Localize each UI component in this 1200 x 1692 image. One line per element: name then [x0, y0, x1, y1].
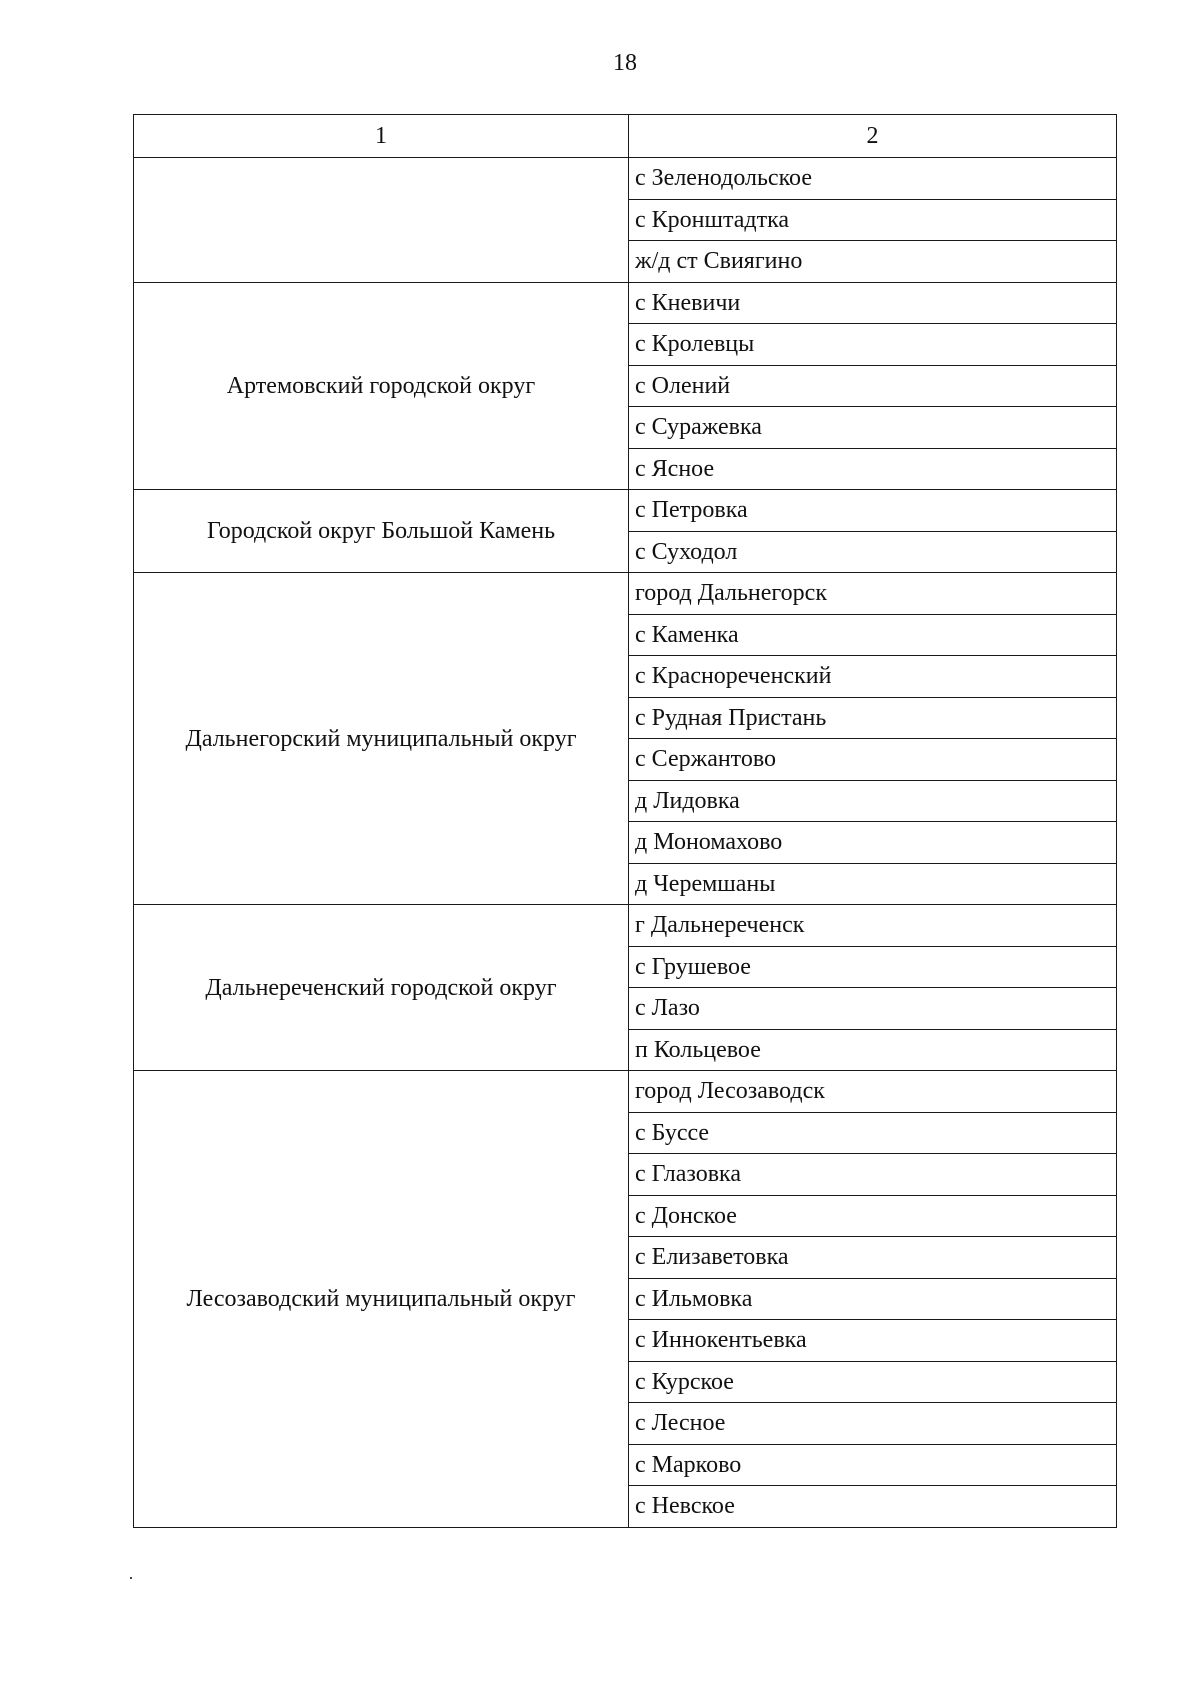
- settlement-cell: с Краснореченский: [629, 656, 1117, 698]
- settlement-cell: с Кневичи: [629, 282, 1117, 324]
- district-cell: [134, 158, 629, 283]
- settlement-cell: с Донское: [629, 1195, 1117, 1237]
- table-row: [134, 573, 1117, 615]
- settlement-cell: с Сержантово: [629, 739, 1117, 781]
- settlement-cell: с Буссе: [629, 1112, 1117, 1154]
- scan-dot: [130, 1577, 132, 1579]
- settlement-cell: с Кронштадтка: [629, 199, 1117, 241]
- settlement-cell: с Рудная Пристань: [629, 697, 1117, 739]
- settlement-cell: город Дальнегорск: [629, 573, 1117, 615]
- settlement-cell: с Елизаветовка: [629, 1237, 1117, 1279]
- settlement-cell: с Кролевцы: [629, 324, 1117, 366]
- district-cell: Городской округ Большой Камень: [134, 490, 629, 573]
- column-header-2: 2: [629, 115, 1117, 158]
- settlement-cell: с Ильмовка: [629, 1278, 1117, 1320]
- column-header-1: 1: [134, 115, 629, 158]
- settlement-cell: с Зеленодольское: [629, 158, 1117, 200]
- settlement-cell: город Лесозаводск: [629, 1071, 1117, 1113]
- settlement-cell: с Каменка: [629, 614, 1117, 656]
- district-cell: Дальнегорский муниципальный округ: [134, 573, 629, 905]
- settlement-cell: с Невское: [629, 1486, 1117, 1528]
- table-body: [134, 158, 1117, 1528]
- page-number: 18: [613, 50, 637, 76]
- settlement-cell: с Суходол: [629, 531, 1117, 573]
- header-row: [134, 115, 1117, 158]
- table-row: [134, 1071, 1117, 1113]
- settlements-table: [133, 114, 1117, 1528]
- table-row: [134, 158, 1117, 200]
- table-header: [134, 115, 1117, 158]
- settlement-cell: д Мономахово: [629, 822, 1117, 864]
- settlement-cell: д Черемшаны: [629, 863, 1117, 905]
- settlement-cell: ж/д ст Свиягино: [629, 241, 1117, 283]
- district-cell: Лесозаводский муниципальный округ: [134, 1071, 629, 1528]
- table-row: [134, 905, 1117, 947]
- settlement-cell: с Олений: [629, 365, 1117, 407]
- settlement-cell: с Лесное: [629, 1403, 1117, 1445]
- settlement-cell: с Иннокентьевка: [629, 1320, 1117, 1362]
- settlement-cell: с Марково: [629, 1444, 1117, 1486]
- settlement-cell: с Петровка: [629, 490, 1117, 532]
- settlement-cell: с Грушевое: [629, 946, 1117, 988]
- district-cell: Дальнереченский городской округ: [134, 905, 629, 1071]
- table-row: [134, 490, 1117, 532]
- settlement-cell: с Суражевка: [629, 407, 1117, 449]
- settlement-cell: с Ясное: [629, 448, 1117, 490]
- settlement-cell: п Кольцевое: [629, 1029, 1117, 1071]
- settlement-cell: с Лазо: [629, 988, 1117, 1030]
- settlement-cell: с Курское: [629, 1361, 1117, 1403]
- table-row: [134, 282, 1117, 324]
- settlement-cell: д Лидовка: [629, 780, 1117, 822]
- settlement-cell: с Глазовка: [629, 1154, 1117, 1196]
- settlement-cell: г Дальнереченск: [629, 905, 1117, 947]
- district-cell: Артемовский городской округ: [134, 282, 629, 490]
